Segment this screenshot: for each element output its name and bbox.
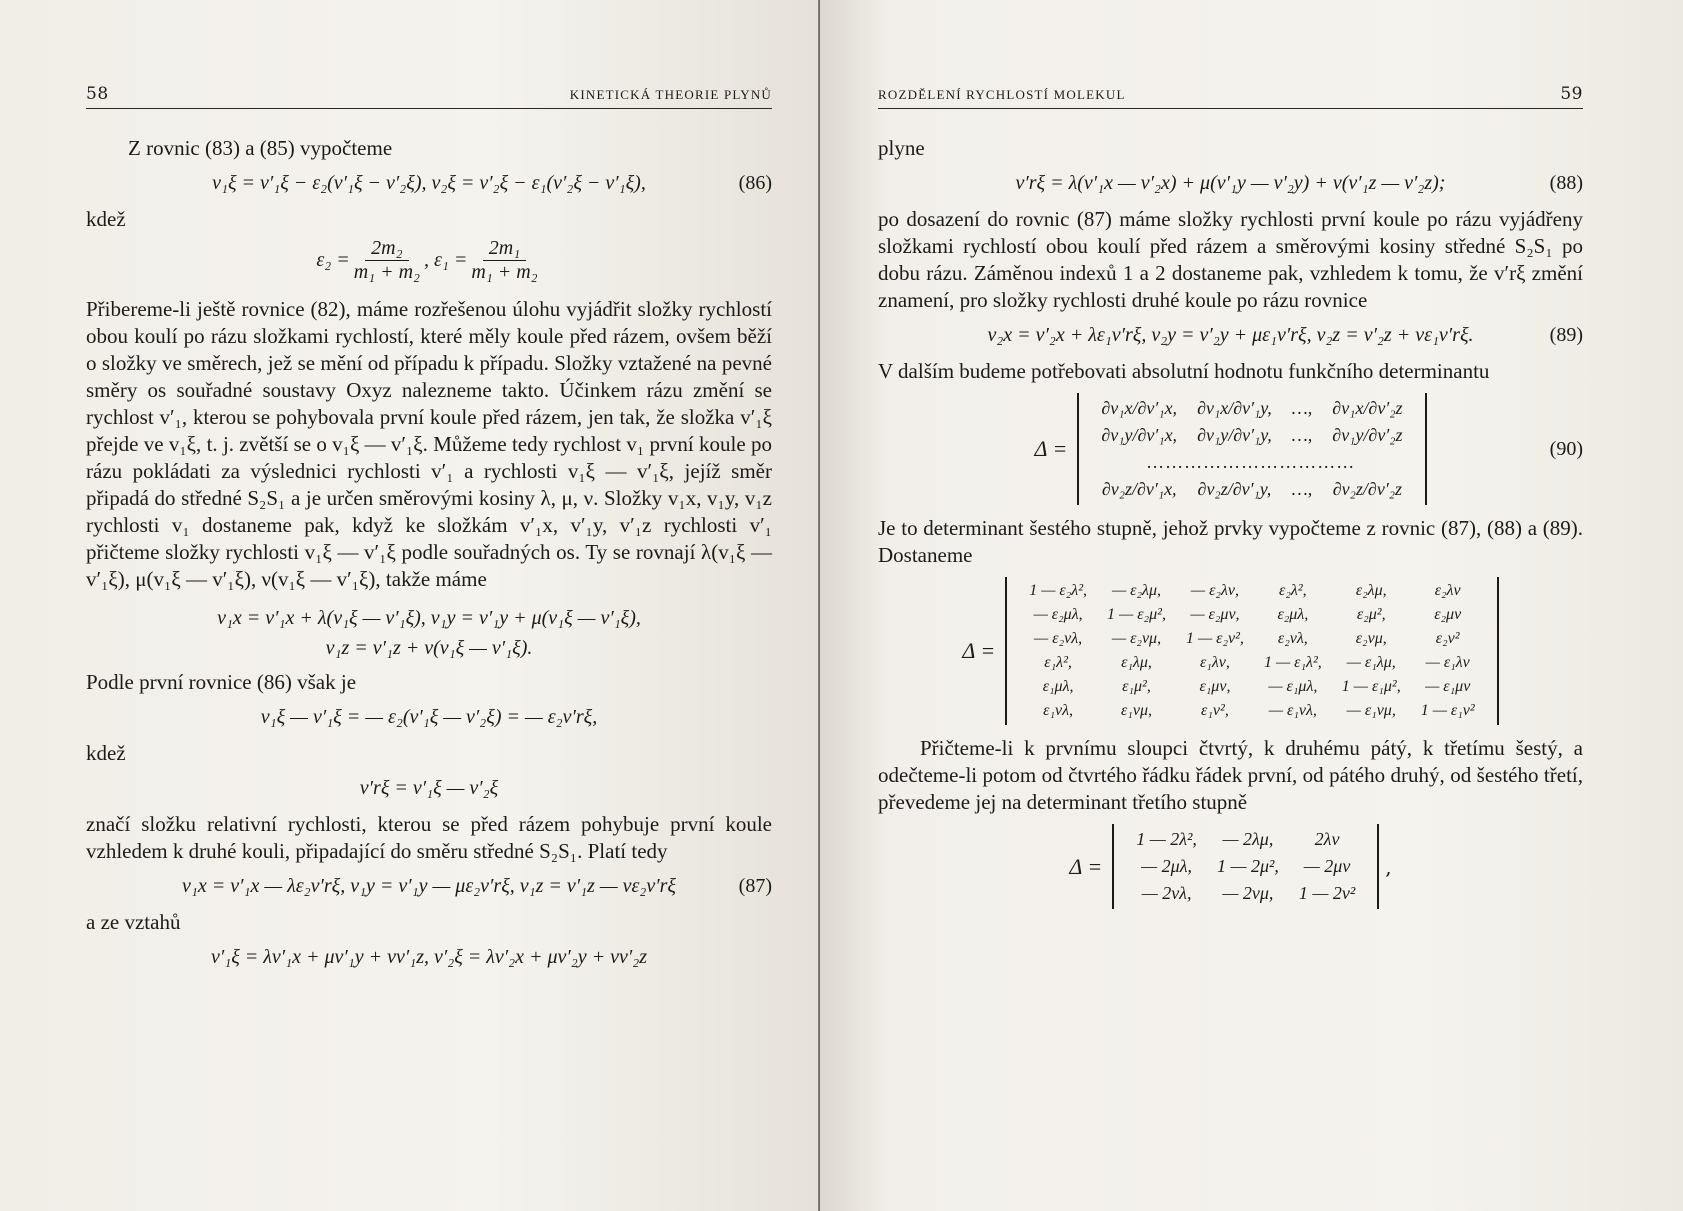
cell: ε₁λν, (1199, 654, 1230, 671)
determinant-bars (1112, 824, 1379, 909)
equation-difference (86, 702, 772, 732)
eps2-lhs: ε₂ = (316, 249, 350, 271)
table-row (1019, 627, 1485, 651)
cell: 1 — 2λ², (1136, 829, 1197, 849)
cell: ε₁μ², (1122, 678, 1151, 695)
cell: — ε₂νμ, (1111, 630, 1162, 647)
jacobian-determinant (878, 393, 1583, 505)
cell: ∂v₁y/∂v′₂z (1332, 425, 1403, 445)
left-header (86, 84, 772, 109)
eps2-fraction (354, 237, 420, 284)
page-number: 59 (1560, 84, 1583, 104)
cell: ε₁λμ, (1121, 654, 1152, 671)
equation-86 (86, 168, 772, 198)
delta-label: Δ = (1069, 853, 1103, 879)
cell: ε₂μν (1434, 606, 1462, 623)
det6-table (1019, 579, 1485, 723)
page-number: 58 (86, 84, 109, 104)
equation-body: v₁z = v′₁z + ν(v₁ξ — v′₁ξ). (325, 636, 533, 659)
cell: ε₁λ², (1044, 654, 1072, 671)
eps1-lhs: , ε₁ = (424, 249, 468, 271)
determinant-bars (1077, 393, 1426, 505)
cell: — 2νλ, (1141, 883, 1192, 903)
table-row (1019, 675, 1485, 699)
dots-row: …………………………… (1147, 452, 1357, 472)
table-row (1091, 476, 1412, 503)
equation-relative (86, 773, 772, 803)
paragraph: Přibereme-li ještě rovnice (82), máme rozřešenou úlohu vyjádřit složky rychlostí obou koulí po rázu složkami rychlostí, které měly koule před rázem, ovšem běží o složky ve směrech, jež se mění od případu k případu. Složky vztažené na pevné směry os souřadné soustavy Oxyz nalezneme takto. Účinkem rázu změní se rychlost v′₁, kterou se pohybovala první koule před rázem, jen tak, že složka v′₁ξ přejde ve v₁ξ, t. j. zvětší se o v₁ξ — v′₁ξ. Můžeme tedy rychlost v₁ první koule po rázu pokládati za výslednici rychlosti v′₁ a rychlosti v₁ξ — v′₁ξ, jejíž směr připadá do středné S₂S₁ a je určen směrovými kosiny λ, μ, ν. Složky v₁x, v₁y, v₁z rychlosti v₁ dostaneme pak, když ke složkám v′₁x, v′₁y, v′₁z rychlosti v′₁ přičteme složky rychlosti v₁ξ — v′₁ξ podle souřadných os. Ty se rovnají λ(v₁ξ — v′₁ξ), μ(v₁ξ — v′₁ξ), ν(v₁ξ — v′₁ξ), takže máme (86, 297, 772, 591)
kdez-label: kdež (86, 207, 126, 231)
paragraph: po dosazení do rovnic (87) máme složky rychlosti první koule po rázu vyjádřeny složkami rychlostí obou koulí před rázem a směrovými kosiny středné S₂S₁ po dobu rázu. Záměnou indexů 1 a 2 dostaneme pak, vzhledem k tomu, že v′rξ změní znamení, pro složky rychlosti druhé koule po rázu rovnice (878, 207, 1583, 312)
cell: — 2λμ, (1222, 829, 1274, 849)
cell: ∂v₂z/∂v′₁x, (1101, 479, 1177, 499)
right-header (878, 84, 1583, 109)
table-row (1019, 651, 1485, 675)
cell: ε₂μ², (1356, 606, 1386, 623)
cell: — ε₁μν (1425, 678, 1471, 695)
cell: ε₁νμ, (1120, 702, 1152, 719)
equation-87 (86, 871, 772, 901)
equation-88 (878, 168, 1583, 198)
cell: 1 — 2μ², (1216, 856, 1279, 876)
cell: ε₁ν², (1201, 702, 1229, 719)
epsilon-definitions (86, 237, 772, 284)
equation-number: (90) (1549, 437, 1583, 460)
cell: — 2μλ, (1141, 856, 1192, 876)
cell: — ε₂μλ, (1033, 606, 1083, 623)
eps2-denominator: m₁ + m₂ (353, 261, 420, 283)
trailing-comma: , (1385, 854, 1392, 879)
cell: 1 — ε₂μ², (1107, 606, 1166, 623)
cell: 1 — ε₁ν² (1420, 702, 1475, 719)
equation-body: v₁ξ = v′₁ξ − ε₂(v′₁ξ − v′₂ξ), v₂ξ = v′₂ξ − ε₁(v′₂ξ − v′₁ξ), (212, 171, 646, 194)
paragraph: Je to determinant šestého stupně, jehož prvky vypočteme z rovnic (87), (88) a (89). Dostaneme (878, 516, 1583, 567)
eps2-numerator: 2m₂ (365, 237, 408, 261)
determinant-bars (1005, 577, 1499, 725)
cell: ε₁μλ, (1042, 678, 1074, 695)
paragraph: značí složku relativní rychlosti, kterou se před rázem pohybuje první koule vzhledem k druhé kouli, připadající do směru středné S₂S₁. Platí tedy (86, 812, 772, 863)
table-row (1091, 422, 1412, 449)
right-page (820, 0, 1683, 1211)
cell: ε₁νλ, (1043, 702, 1074, 719)
cell: — ε₂μν, (1190, 606, 1240, 623)
equation-body: v′rξ = v′₁ξ — v′₂ξ (359, 776, 499, 799)
eps1-numerator: 2m₁ (483, 237, 526, 261)
equation-number: (87) (738, 874, 772, 897)
cell: ∂v₁x/∂v′₁x, (1101, 398, 1178, 418)
equation-v1xy (86, 603, 772, 633)
kdez-label: kdež (86, 741, 126, 765)
paragraph: V dalším budeme potřebovati absolutní hodnotu funkčního determinantu (878, 359, 1490, 383)
cell: — ε₁λμ, (1346, 654, 1396, 671)
cell: — ε₂λμ, (1111, 582, 1161, 599)
running-head: ROZDĚLENÍ RYCHLOSTÍ MOLEKUL (878, 87, 1126, 102)
cell: ε₂μλ, (1277, 606, 1309, 623)
table-row (1091, 395, 1412, 422)
equation-body: v₁x = v′₁x + λ(v₁ξ — v′₁ξ), v₁y = v′₁y + μ(v₁ξ — v′₁ξ), (217, 606, 641, 629)
equation-body: v′rξ = λ(v′₁x — v′₂x) + μ(v′₁y — v′₂y) + ν(v′₁z — v′₂z); (1015, 171, 1446, 194)
cell: ε₂νλ, (1277, 630, 1308, 647)
cell: 2λν (1314, 829, 1340, 849)
cell: ε₂λν (1434, 582, 1461, 599)
intro-text: Z rovnic (83) a (85) vypočteme (128, 136, 393, 160)
cell: ε₁μν, (1199, 678, 1231, 695)
equation-body: v′₁ξ = λv′₁x + μv′₁y + νv′₁z, v′₂ξ = λv′₂x + μv′₂y + νv′₂z (211, 945, 647, 968)
cell: — ε₁λν (1425, 654, 1470, 671)
cell: — ε₁νμ, (1346, 702, 1396, 719)
cell: — ε₂νλ, (1034, 630, 1083, 647)
paragraph: a ze vztahů (86, 910, 181, 934)
running-head: KINETICKÁ THEORIE PLYNŮ (569, 87, 772, 102)
table-row (1091, 449, 1412, 476)
equation-body: v₁ξ — v′₁ξ = — ε₂(v′₁ξ — v′₂ξ) = — ε₂v′rξ, (260, 705, 598, 728)
table-row (1126, 853, 1365, 880)
equation-body: v₂x = v′₂x + λε₁v′rξ, v₂y = v′₂y + με₁v′rξ, v₂z = v′₂z + νε₁v′rξ. (987, 323, 1474, 346)
paragraph: Podle první rovnice (86) však je (86, 670, 357, 694)
cell: 1 — ε₁λ², (1263, 654, 1322, 671)
cell: 1 — ε₂λ², (1029, 582, 1088, 599)
equation-projection (86, 942, 772, 972)
paragraph: Přičteme-li k prvnímu sloupci čtvrtý, k druhému pátý, k třetímu šestý, a odečteme-li potom od čtvrtého řádku řádek první, od pátého druhý, od šestého třetí, převedeme jej na determinant třetího stupně (878, 736, 1583, 814)
cell: — ε₁νλ, (1268, 702, 1317, 719)
equation-number: (88) (1549, 171, 1583, 194)
table-row (1019, 699, 1485, 723)
cell: ∂v₂z/∂v′₁y, (1197, 479, 1272, 499)
eps1-fraction (471, 237, 537, 284)
jacobian-table (1091, 395, 1412, 503)
cell: ε₂νμ, (1355, 630, 1387, 647)
cell: 1 — ε₂ν², (1185, 630, 1244, 647)
left-page (0, 0, 820, 1211)
cell: — 2νμ, (1222, 883, 1274, 903)
cell: — ε₁μλ, (1268, 678, 1318, 695)
cell: — ε₂λν, (1190, 582, 1239, 599)
cell: — 2μν (1303, 856, 1351, 876)
equation-v1z (86, 633, 772, 663)
cell: ε₂λ², (1279, 582, 1307, 599)
cell: ∂v₁y/∂v′₁x, (1101, 425, 1178, 445)
table-row (1019, 579, 1485, 603)
equation-body: v₁x = v′₁x — λε₂v′rξ, v₁y = v′₁y — με₂v′rξ, v₁z = v′₁z — νε₂v′rξ (182, 874, 676, 897)
table-row (1126, 880, 1365, 907)
delta-label: Δ = (962, 638, 996, 663)
plyne-label: plyne (878, 136, 925, 160)
equation-number: (86) (738, 171, 772, 194)
cell: ε₂ν² (1435, 630, 1460, 647)
cell: ∂v₁x/∂v′₂z (1332, 398, 1403, 418)
determinant-sixth-order (878, 577, 1583, 725)
cell: …, (1291, 479, 1313, 499)
table-row (1019, 603, 1485, 627)
cell: ∂v₁y/∂v′₁y, (1197, 425, 1272, 445)
cell: …, (1291, 398, 1313, 418)
cell: ∂v₁x/∂v′₁y, (1197, 398, 1272, 418)
cell: 1 — 2ν² (1298, 883, 1356, 903)
equation-number: (89) (1549, 323, 1583, 346)
cell: …, (1291, 425, 1313, 445)
eps1-denominator: m₁ + m₂ (471, 261, 538, 283)
cell: ε₂λμ, (1355, 582, 1387, 599)
det3-table (1126, 826, 1365, 907)
cell: ∂v₂z/∂v′₂z (1332, 479, 1403, 499)
cell: 1 — ε₁μ², (1341, 678, 1401, 695)
equation-89 (878, 320, 1583, 350)
determinant-third-order (878, 824, 1583, 909)
delta-label: Δ = (1034, 436, 1068, 461)
table-row (1126, 826, 1365, 853)
